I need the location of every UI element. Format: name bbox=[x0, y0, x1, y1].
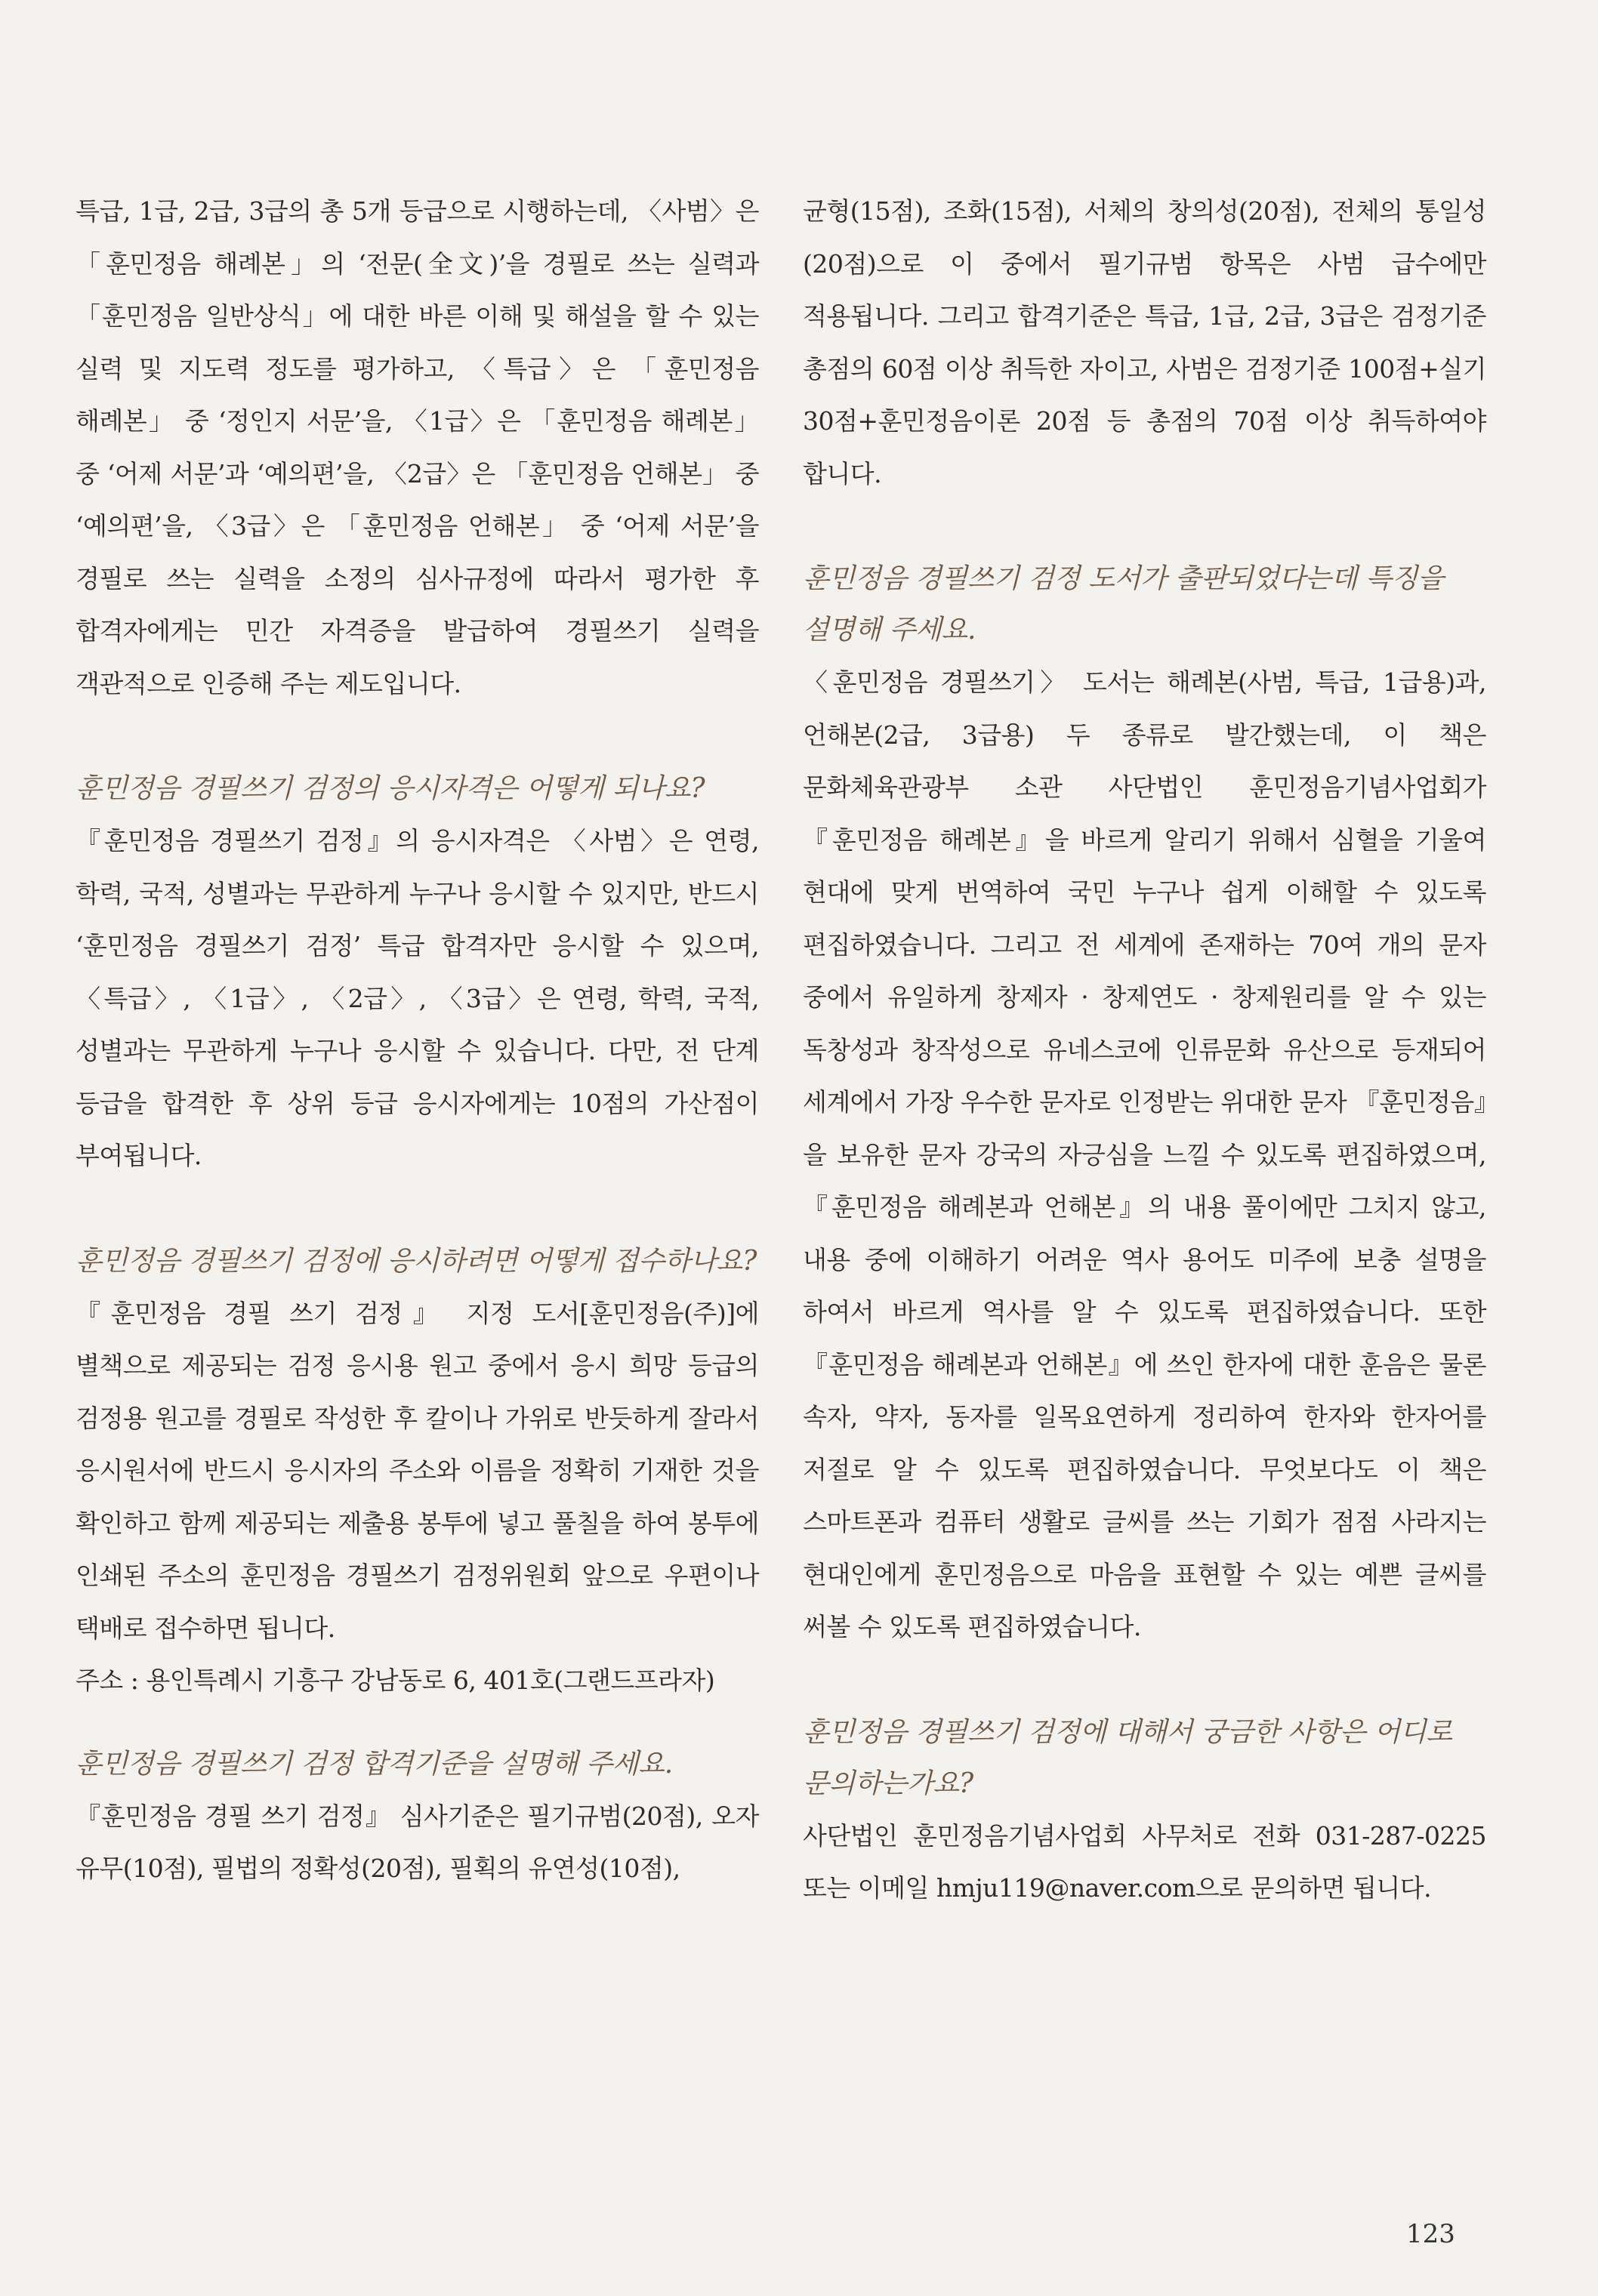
answer-book-features: 〈훈민정음 경필쓰기〉 도서는 해례본(사범, 특급, 1급용)과, 언해본(2급, 3급용) 두 종류로 발간했는데, 이 책은 문화체육관광부 소관 사단법인 훈민정음기념사업회가 『훈민정음 해례본』을 바르게 알리기 위해서 심혈을 기울여 현대에 맞게 번역하여 국민 누구나 쉽게 이해할 수 있도록 편집하였습니다. 그리고 전 세계에 존재하는 70여 개의 문자 중에서 유일하게 창제자 · 창제연도 · 창제원리를 알 수 있는 독창성과 창작성으로 유네스코에 인류문화 유산으로 등재되어 세계에서 가장 우수한 문자로 인정받는 위대한 문자 『훈민정음』을 보유한 문자 강국의 자긍심을 느낄 수 있도록 편집하였으며, 『훈민정음 해례본과 언해본』의 내용 풀이에만 그치지 않고, 내용 중에 이해하기 어려운 역사 용어도 미주에 보충 설명을 하여서 바르게 역사를 알 수 있도록 편집하였습니다. 또한 『훈민정음 해례본과 언해본』에 쓰인 한자에 대한 훈음은 물론 속자, 약자, 동자를 일목요연하게 정리하여 한자와 한자어를 저절로 알 수 있도록 편집하였습니다. 무엇보다도 이 책은 스마트폰과 컴퓨터 생활로 글씨를 쓰는 기회가 점점 사라지는 현대인에게 훈민정음으로 마음을 표현할 수 있는 예쁜 글씨를 써볼 수 있도록 편집하였습니다. bbox=[803, 667, 1486, 1641]
answer-eligibility: 『훈민정음 경필쓰기 검정』의 응시자격은 〈사범〉은 연령, 학력, 국적, 성별과는 무관하게 누구나 응시할 수 있지만, 반드시 ‘훈민정음 경필쓰기 검정’ 특급 합격자만 응시할 수 있으며, 〈특급〉, 〈1급〉, 〈2급〉, 〈3급〉은 연령, 학력, 국적, 성별과는 무관하게 누구나 응시할 수 있습니다. 다만, 전 단계 등급을 합격한 후 상위 등급 응시자에게는 10점의 가산점이 부여됩니다. bbox=[76, 826, 759, 1170]
question-book-features: 훈민정음 경필쓰기 검정 도서가 출판되었다는데 특징을 설명해 주세요. bbox=[803, 563, 1444, 646]
intro-paragraph: 특급, 1급, 2급, 3급의 총 5개 등급으로 시행하는데, 〈사범〉은 「훈민정음 해례본」의 ‘전문(全文)’을 경필로 쓰는 실력과 「훈민정음 일반상식」에 대한 바른 이해 및 해설을 할 수 있는 실력 및 지도력 정도를 평가하고, 〈특급〉은 「훈민정음 해례본」 중 ‘정인지 서문’을, 〈1급〉은 「훈민정음 해례본」 중 ‘어제 서문’과 ‘예의편’을, 〈2급〉은 「훈민정음 언해본」 중 ‘예의편’을, 〈3급〉은 「훈민정음 언해본」 중 ‘어제 서문’을 경필로 쓰는 실력을 소정의 심사규정에 따라서 평가한 후 합격자에게는 민간 자격증을 발급하여 경필쓰기 실력을 객관적으로 인증해 주는 제도입니다. bbox=[76, 196, 759, 698]
page-number: 123 bbox=[1406, 2219, 1455, 2249]
answer-pass-criteria-part1: 『훈민정음 경필 쓰기 검정』 심사기준은 필기규범(20점), 오자 유무(10점), 필법의 정확성(20점), 필획의 유연성(10점), bbox=[76, 1801, 759, 1883]
right-column bbox=[803, 185, 1486, 1915]
left-column bbox=[76, 185, 759, 1895]
answer-contact: 사단법인 훈민정음기념사업회 사무처로 전화 031-287-0225 또는 이메일 hmju119@naver.com으로 문의하면 됩니다. bbox=[803, 1820, 1486, 1903]
question-pass-criteria: 훈민정음 경필쓰기 검정 합격기준을 설명해 주세요. bbox=[76, 1748, 673, 1780]
answer-pass-criteria-part2: 균형(15점), 조화(15점), 서체의 창의성(20점), 전체의 통일성(20점)으로 이 중에서 필기규범 항목은 사범 급수에만 적용됩니다. 그리고 합격기준은 특급, 1급, 2급, 3급은 검정기준 총점의 60점 이상 취득한 자이고, 사범은 검정기준 100점+실기 30점+훈민정음이론 20점 등 총점의 70점 이상 취득하여야 합니다. bbox=[803, 196, 1486, 488]
address-line: 주소 : 용인특례시 기흥구 강남동로 6, 401호(그랜드프라자) bbox=[76, 1666, 715, 1695]
question-application: 훈민정음 경필쓰기 검정에 응시하려면 어떻게 접수하나요? bbox=[76, 1245, 757, 1277]
question-eligibility: 훈민정음 경필쓰기 검정의 응시자격은 어떻게 되나요? bbox=[76, 773, 705, 804]
answer-application: 『훈민정음 경필 쓰기 검정』 지정 도서[훈민정음(주)]에 별책으로 제공되는 검정 응시용 원고 중에서 응시 희망 등급의 검정용 원고를 경필로 작성한 후 칼이나 가위로 반듯하게 잘라서 응시원서에 반드시 응시자의 주소와 이름을 정확히 기재한 것을 확인하고 함께 제공되는 제출용 봉투에 넣고 풀칠을 하여 봉투에 인쇄된 주소의 훈민정음 경필쓰기 검정위원회 앞으로 우편이나 택배로 접수하면 됩니다. bbox=[76, 1298, 759, 1643]
question-contact: 훈민정음 경필쓰기 검정에 대해서 궁금한 사항은 어디로 문의하는가요? bbox=[803, 1716, 1452, 1799]
